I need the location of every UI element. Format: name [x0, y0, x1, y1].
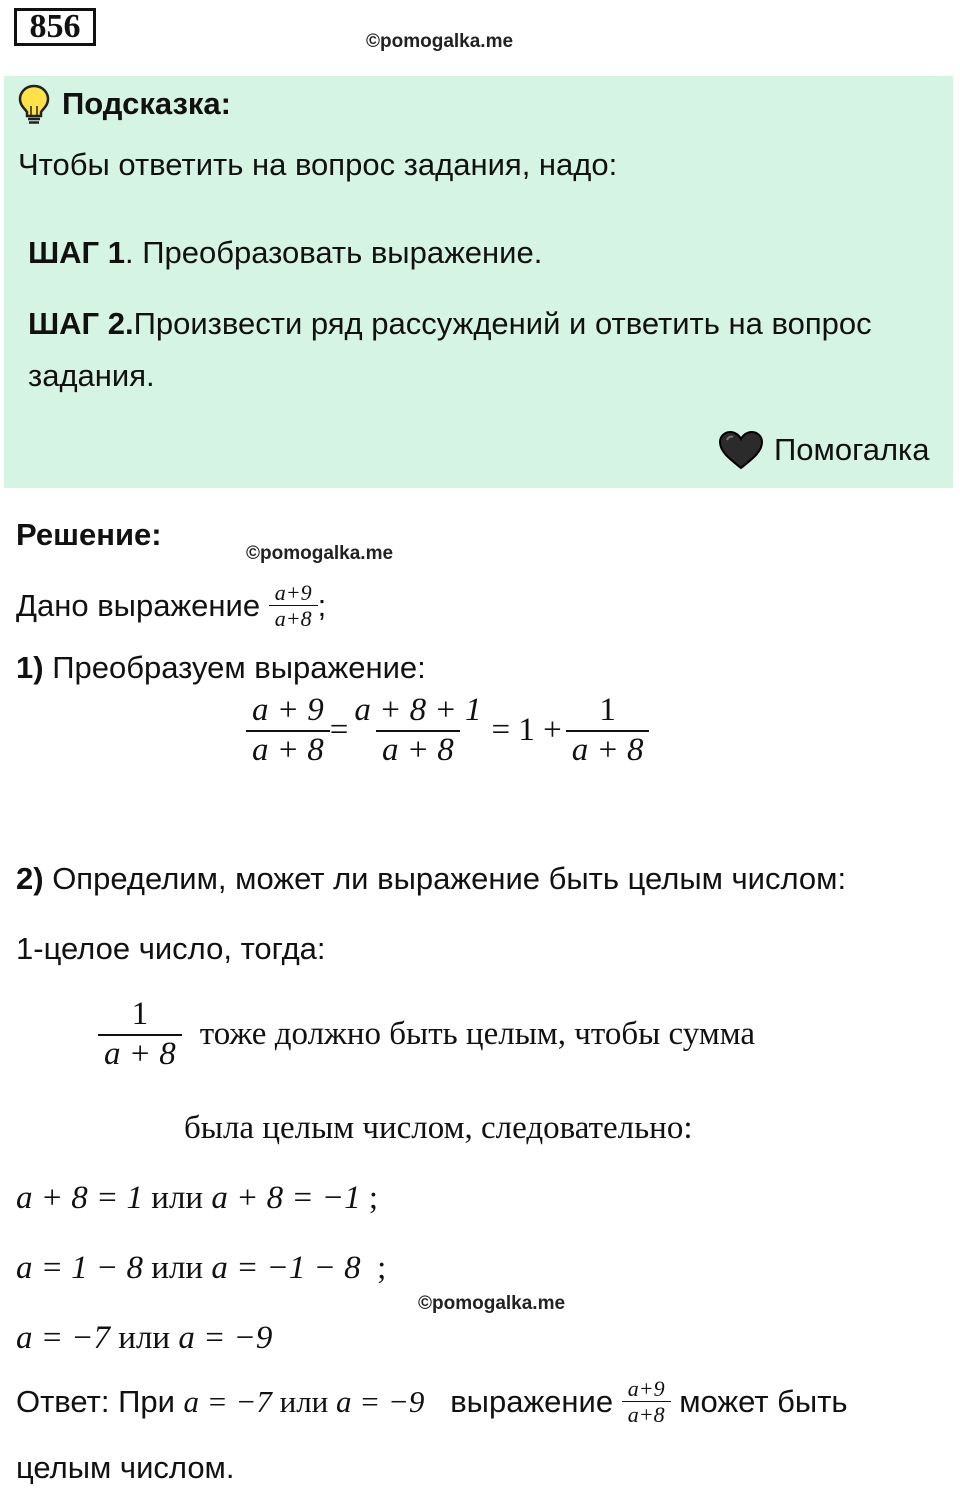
must-be-whole-text: тоже должно быть целым, чтобы сумма	[199, 1016, 756, 1053]
answer-num: a+9	[627, 1376, 665, 1401]
task-number: 856	[14, 8, 96, 46]
eq2-left: a = 1 − 8	[16, 1250, 144, 1286]
eq-sign: =	[329, 712, 349, 749]
hint-step2	[28, 306, 872, 342]
eq2-end: ;	[360, 1250, 387, 1286]
eq-f1-den: a + 8	[246, 730, 330, 770]
eq1-right: a + 8 = −1	[211, 1180, 361, 1216]
fraction-condition	[98, 996, 755, 1074]
answer-mid: выражение	[424, 1383, 622, 1419]
given-num: a+9	[274, 580, 312, 605]
hint-box	[4, 76, 953, 488]
answer-line-2: целым числом.	[16, 1450, 235, 1485]
hint-step1	[28, 235, 542, 271]
was-whole-text: была целым числом, следовательно:	[184, 1110, 693, 1146]
watermark: ©pomogalka.me	[246, 543, 394, 564]
step1-line	[16, 650, 426, 686]
eq3-or: или	[110, 1320, 179, 1356]
eq2-or: или	[143, 1250, 212, 1286]
hint-step2-cont: задания.	[28, 358, 155, 393]
cond-num: 1	[131, 996, 149, 1032]
solution-title: Решение:	[16, 517, 162, 552]
step1-label: ШАГ 1	[28, 235, 125, 270]
hint-intro: Чтобы ответить на вопрос задания, надо:	[18, 147, 618, 182]
given-den: a+8	[269, 605, 318, 631]
watermark: ©pomogalka.me	[366, 31, 514, 52]
sol-step1-text: Преобразуем выражение:	[43, 650, 426, 685]
eq-f1-num: a + 9	[252, 692, 324, 728]
brand-label: Помогалка	[774, 432, 930, 467]
heart-icon	[718, 430, 764, 475]
equation-line-2	[16, 1250, 386, 1287]
eq3-right: a = −9	[178, 1320, 273, 1356]
answer-den: a+8	[622, 1401, 671, 1427]
eq-fraction-1	[246, 692, 330, 770]
hint-title: Подсказка:	[62, 86, 231, 121]
answer-value-1: a = −7	[183, 1383, 272, 1419]
eq1-left: a + 8 = 1	[16, 1180, 144, 1216]
transform-equation	[246, 692, 649, 770]
sol-step2-label: 2)	[16, 861, 44, 896]
condition-fraction	[98, 996, 182, 1074]
step2-text: Произвести ряд рассуждений и ответить на вопрос	[133, 306, 872, 341]
watermark: ©pomogalka.me	[418, 1293, 566, 1314]
whole-line: 1-целое число, тогда:	[16, 931, 326, 966]
answer-or: или	[271, 1383, 337, 1419]
sol-step1-label: 1)	[16, 650, 44, 685]
given-suffix: ;	[317, 587, 327, 623]
eq-f2-num: a + 8 + 1	[354, 692, 482, 728]
eq1-end: ;	[360, 1180, 379, 1216]
eq-f2-den: a + 8	[376, 730, 460, 770]
step1-text: . Преобразовать выражение.	[124, 235, 543, 270]
eq-f3-den: a + 8	[566, 730, 650, 770]
answer-suffix: может быть	[670, 1383, 848, 1419]
eq-fraction-2	[348, 692, 487, 770]
given-fraction	[269, 580, 318, 632]
step2-label: ШАГ 2.	[28, 306, 134, 341]
eq-one-plus: = 1 +	[491, 712, 562, 749]
answer-value-2: a = −9	[336, 1383, 425, 1419]
given-line	[16, 580, 326, 632]
eq1-or: или	[143, 1180, 212, 1216]
step2-line	[16, 861, 846, 897]
cond-den: a + 8	[98, 1034, 182, 1074]
equation-line-1	[16, 1180, 378, 1217]
equation-line-3	[16, 1320, 272, 1357]
sol-step2-text: Определим, может ли выражение быть целым числом:	[43, 861, 847, 896]
answer-line	[16, 1376, 848, 1428]
eq-fraction-3	[566, 692, 650, 770]
eq3-left: a = −7	[16, 1320, 111, 1356]
answer-fraction	[622, 1376, 671, 1428]
given-prefix: Дано выражение	[16, 587, 261, 623]
eq2-right: a = −1 − 8	[211, 1250, 361, 1286]
lightbulb-icon	[18, 84, 50, 131]
eq-f3-num: 1	[599, 692, 616, 728]
answer-prefix: Ответ: При	[16, 1383, 184, 1419]
